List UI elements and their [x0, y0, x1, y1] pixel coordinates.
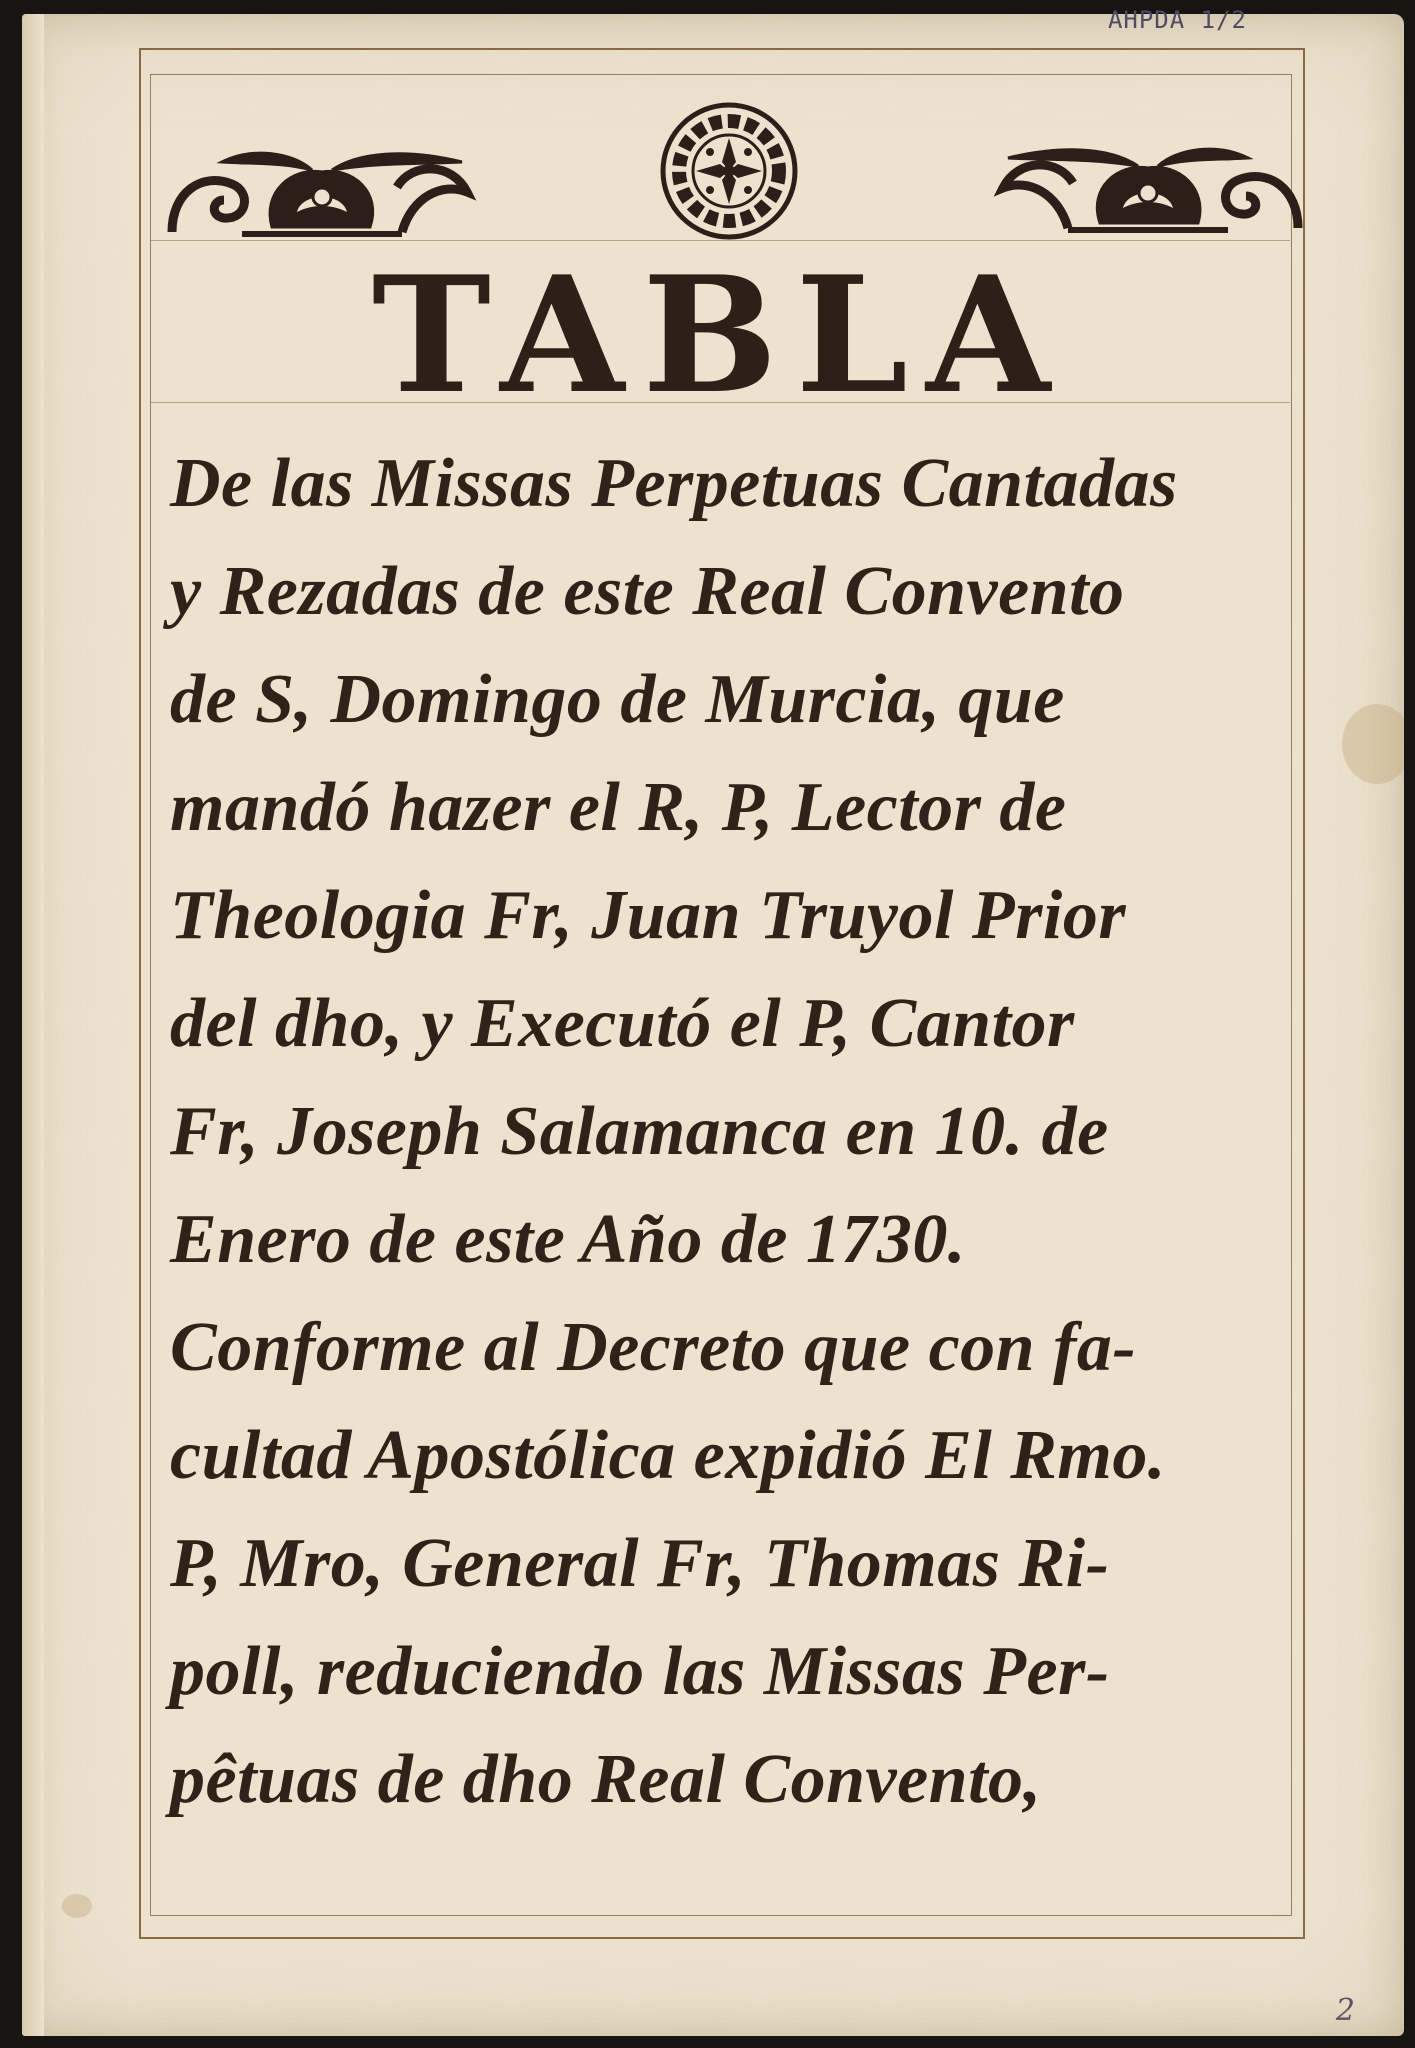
text-line: mandó hazer el R, P, Lector de: [170, 769, 1067, 846]
scroll-ornament-icon: [990, 136, 1308, 242]
archive-mark: AHPDA 1/2: [1107, 6, 1247, 34]
text-line: poll, reduciendo las Missas Per-: [170, 1633, 1110, 1710]
folio-number: 2: [1335, 1993, 1355, 2028]
manuscript-text: [170, 430, 1290, 1834]
paper-stain: [62, 1894, 92, 1918]
rosette-icon: [658, 100, 800, 242]
text-line: pêtuas de dho Real Convento,: [170, 1741, 1042, 1818]
text-line: Fr, Joseph Salamanca en 10. de: [170, 1093, 1109, 1170]
text-line: De las Missas Perpetuas Cantadas: [170, 445, 1178, 522]
document-title: TABLA: [371, 241, 1069, 429]
text-line: del dho, y Executó el P, Cantor: [170, 985, 1075, 1062]
text-line: y Rezadas de este Real Convento: [170, 553, 1125, 630]
text-line: cultad Apostólica expidió El Rmo.: [170, 1417, 1166, 1494]
text-line: Conforme al Decreto que con fa-: [170, 1309, 1137, 1386]
text-line: P, Mro, General Fr, Thomas Ri-: [170, 1525, 1110, 1602]
page-edge: [22, 14, 44, 2036]
text-line: Theologia Fr, Juan Truyol Prior: [170, 877, 1127, 954]
text-line: Enero de este Año de 1730.: [170, 1201, 966, 1278]
paper-stain: [1342, 704, 1404, 784]
text-line: de S, Domingo de Murcia, que: [170, 661, 1065, 738]
scroll-ornament-icon: [162, 142, 480, 246]
